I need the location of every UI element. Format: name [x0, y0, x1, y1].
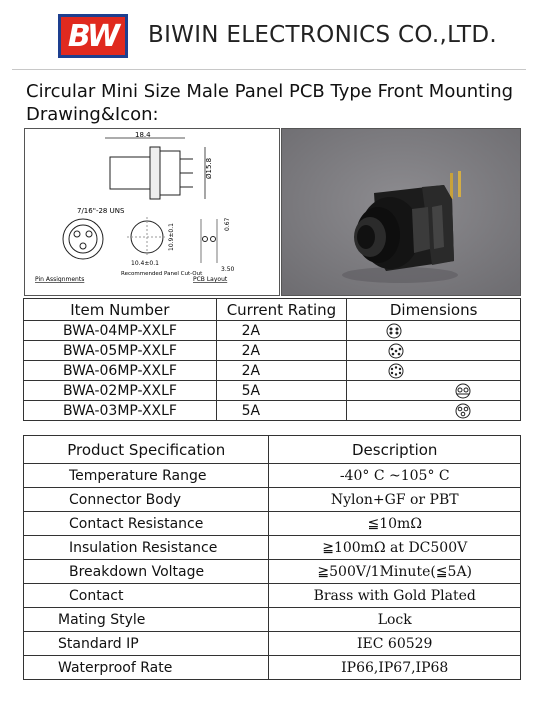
- spec-name: Connector Body: [24, 488, 269, 512]
- spec-value: Nylon+GF or PBT: [269, 488, 521, 512]
- thread-label: 7/16"-28 UNS: [77, 207, 125, 215]
- table-row: [24, 401, 521, 421]
- company-name: BIWIN ELECTRONICS CO.,LTD.: [148, 22, 498, 48]
- pitch-label: 0.67: [224, 217, 231, 231]
- spec-value: IP66,IP67,IP68: [269, 656, 521, 680]
- item-number: BWA-02MP-XXLF: [24, 381, 217, 401]
- current-rating-header: Current Rating: [216, 299, 347, 321]
- pcb-layout-caption: PCB Layout: [193, 276, 228, 283]
- table-row: [24, 560, 521, 584]
- cutout-side-dimension-label: 10.9±0.1: [168, 223, 175, 251]
- page-title: Circular Mini Size Male Panel PCB Type Front Mounting: [26, 81, 514, 102]
- table-row: [24, 321, 521, 341]
- spec-name: Temperature Range: [24, 464, 269, 488]
- table-row: [24, 512, 521, 536]
- item-number: BWA-03MP-XXLF: [24, 401, 217, 421]
- dimension-cell: [347, 381, 521, 401]
- company-logo: [58, 14, 128, 58]
- height-dimension-label: Ø15.8: [205, 157, 213, 179]
- spec-name: Contact: [24, 584, 269, 608]
- section-subtitle: Drawing&Icon:: [26, 104, 159, 125]
- 5-pin-icon: [387, 343, 405, 359]
- item-table: [23, 298, 521, 421]
- dimension-cell: [347, 401, 521, 421]
- dimension-cell: [347, 341, 521, 361]
- spec-name: Mating Style: [24, 608, 269, 632]
- spacing-label: 3.50: [221, 266, 235, 273]
- table-row: [24, 536, 521, 560]
- spec-name: Breakdown Voltage: [24, 560, 269, 584]
- technical-drawing: [24, 128, 280, 296]
- table-row: [24, 584, 521, 608]
- table-row: [24, 361, 521, 381]
- spec-name: Contact Resistance: [24, 512, 269, 536]
- cutout-dimension-label: 10.4±0.1: [131, 260, 159, 267]
- item-number: BWA-05MP-XXLF: [24, 341, 217, 361]
- spec-value: ≧100mΩ at DC500V: [269, 536, 521, 560]
- table-row: [24, 656, 521, 680]
- table-row: [24, 464, 521, 488]
- spec-value: ≦10mΩ: [269, 512, 521, 536]
- table-row: [24, 608, 521, 632]
- item-number-header: Item Number: [24, 299, 217, 321]
- spec-value: -40° C ~105° C: [269, 464, 521, 488]
- 3-pin-icon: [454, 403, 472, 419]
- product-photo: [281, 128, 521, 296]
- cutout-caption: Recommended Panel Cut-Out: [121, 271, 203, 277]
- item-number: BWA-04MP-XXLF: [24, 321, 217, 341]
- dimensions-header: Dimensions: [347, 299, 521, 321]
- table-row: [24, 632, 521, 656]
- spec-value: Brass with Gold Plated: [269, 584, 521, 608]
- dimension-cell: [347, 361, 521, 381]
- current-rating: 2A: [216, 361, 347, 381]
- spec-value: ≧500V/1Minute(≦5A): [269, 560, 521, 584]
- table-row: [24, 488, 521, 512]
- table-row: [24, 341, 521, 361]
- spec-value: IEC 60529: [269, 632, 521, 656]
- dimension-cell: [347, 321, 521, 341]
- current-rating: 5A: [216, 401, 347, 421]
- current-rating: 2A: [216, 341, 347, 361]
- product-specification-header: Product Specification: [24, 436, 269, 464]
- spec-name: Standard IP: [24, 632, 269, 656]
- specification-table: [23, 435, 521, 680]
- table-row: [24, 381, 521, 401]
- description-header: Description: [269, 436, 521, 464]
- spec-name: Waterproof Rate: [24, 656, 269, 680]
- 6-pin-icon: [387, 363, 405, 379]
- width-dimension-label: 18.4: [135, 131, 151, 139]
- spec-value: Lock: [269, 608, 521, 632]
- 2-pin-icon: [454, 383, 472, 399]
- current-rating: 2A: [216, 321, 347, 341]
- spec-name: Insulation Resistance: [24, 536, 269, 560]
- current-rating: 5A: [216, 381, 347, 401]
- 4-pin-icon: [385, 323, 403, 339]
- pin-assignment-caption: Pin Assignments: [35, 276, 85, 283]
- logo-text: BW: [67, 19, 119, 54]
- header-divider: [12, 69, 526, 70]
- item-number: BWA-06MP-XXLF: [24, 361, 217, 381]
